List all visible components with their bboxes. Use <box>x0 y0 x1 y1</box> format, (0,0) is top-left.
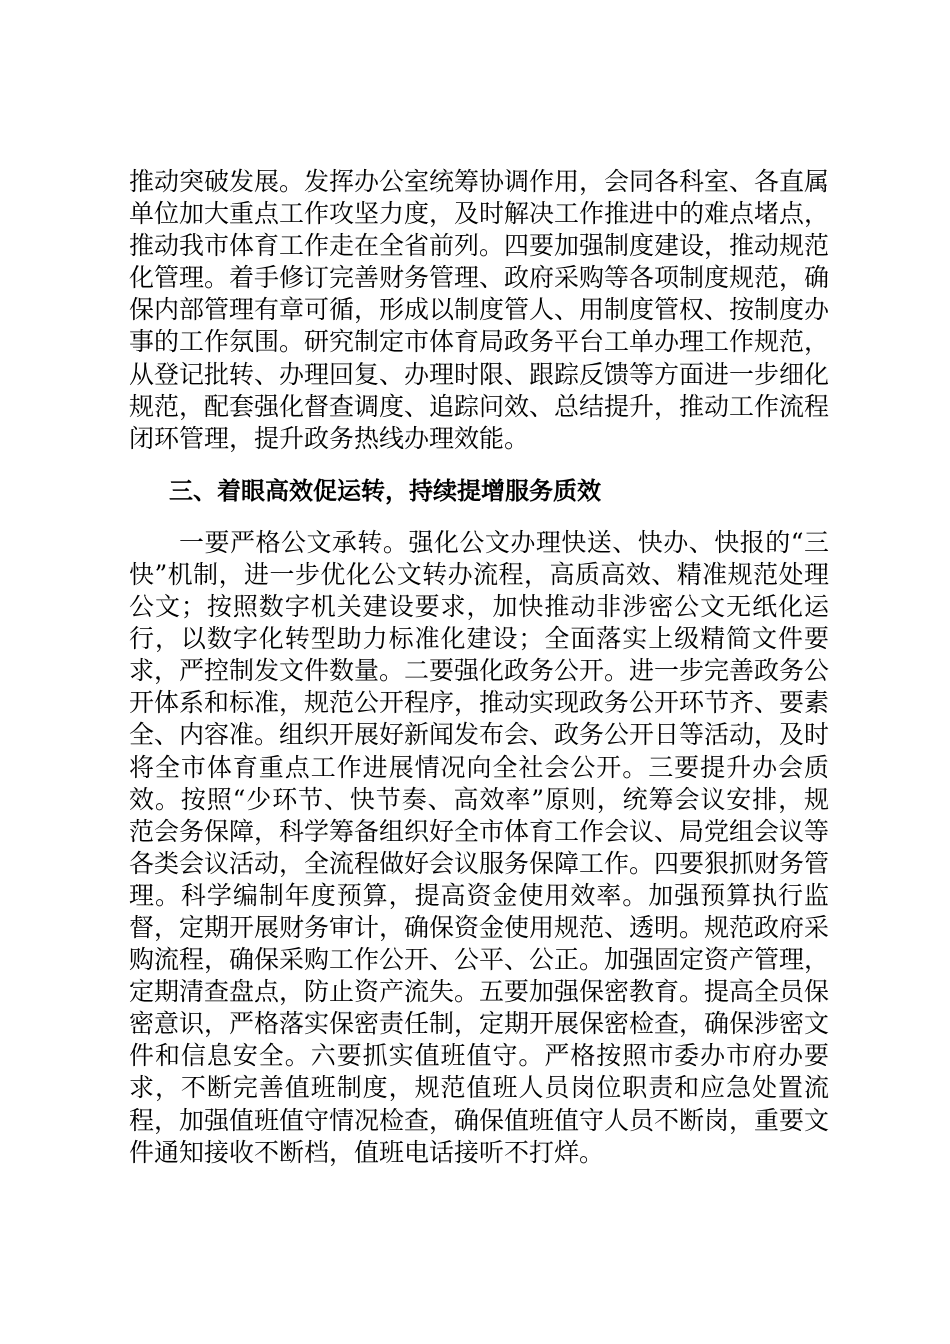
paragraph-continued: 推动突破发展。发挥办公室统筹协调作用，会同各科室、各直属单位加大重点工作攻坚力度，及时解决工作推进中的难点堵点，推动我市体育工作走在全省前列。四要加强制度建设，推动规范化管理。着手修订完善财务管理、政府采购等各项制度规范，确保内部管理有章可循，形成以制度管人、用制度管权、按制度办事的工作氛围。研究制定市体育局政务平台工单办理工作规范，从登记批转、办理回复、办理时限、跟踪反馈等方面进一步细化规范，配套强化督查调度、追踪问效、总结提升，推动工作流程闭环管理，提升政务热线办理效能。 <box>129 167 830 453</box>
paragraph-main: 一要严格公文承转。强化公文办理快送、快办、快报的“三快”机制，进一步优化公文转办流程，高质高效、精准规范处理公文；按照数字机关建设要求，加快推动非涉密公文无纸化运行，以数字化转型助力标准化建设；全面落实上级精简文件要求，严控制发文件数量。二要强化政务公开。进一步完善政务公开体系和标准，规范公开程序，推动实现政务公开环节齐、要素全、内容准。组织开展好新闻发布会、政务公开日等活动，及时将全市体育重点工作进展情况向全社会公开。三要提升办会质效。按照“少环节、快节奏、高效率”原则，统筹会议安排，规范会务保障，科学筹备组织好全市体育工作会议、局党组会议等各类会议活动，全流程做好会议服务保障工作。四要狠抓财务管理。科学编制年度预算，提高资金使用效率。加强预算执行监督，定期开展财务审计，确保资金使用规范、透明。规范政府采购流程，确保采购工作公开、公平、公正。加强固定资产管理，定期清查盘点，防止资产流失。五要加强保密教育。提高全员保密意识，严格落实保密责任制，定期开展保密检查，确保涉密文件和信息安全。六要抓实值班值守。严格按照市委办市府办要求，不断完善值班制度，规范值班人员岗位职责和应急处置流程，加强值班值守情况检查，确保值班值守人员不断岗，重要文件通知接收不断档，值班电话接听不打烊。 <box>129 527 830 1167</box>
section-heading: 三、着眼高效促运转，持续提增服务质效 <box>169 476 601 505</box>
document-page <box>129 166 829 1169</box>
